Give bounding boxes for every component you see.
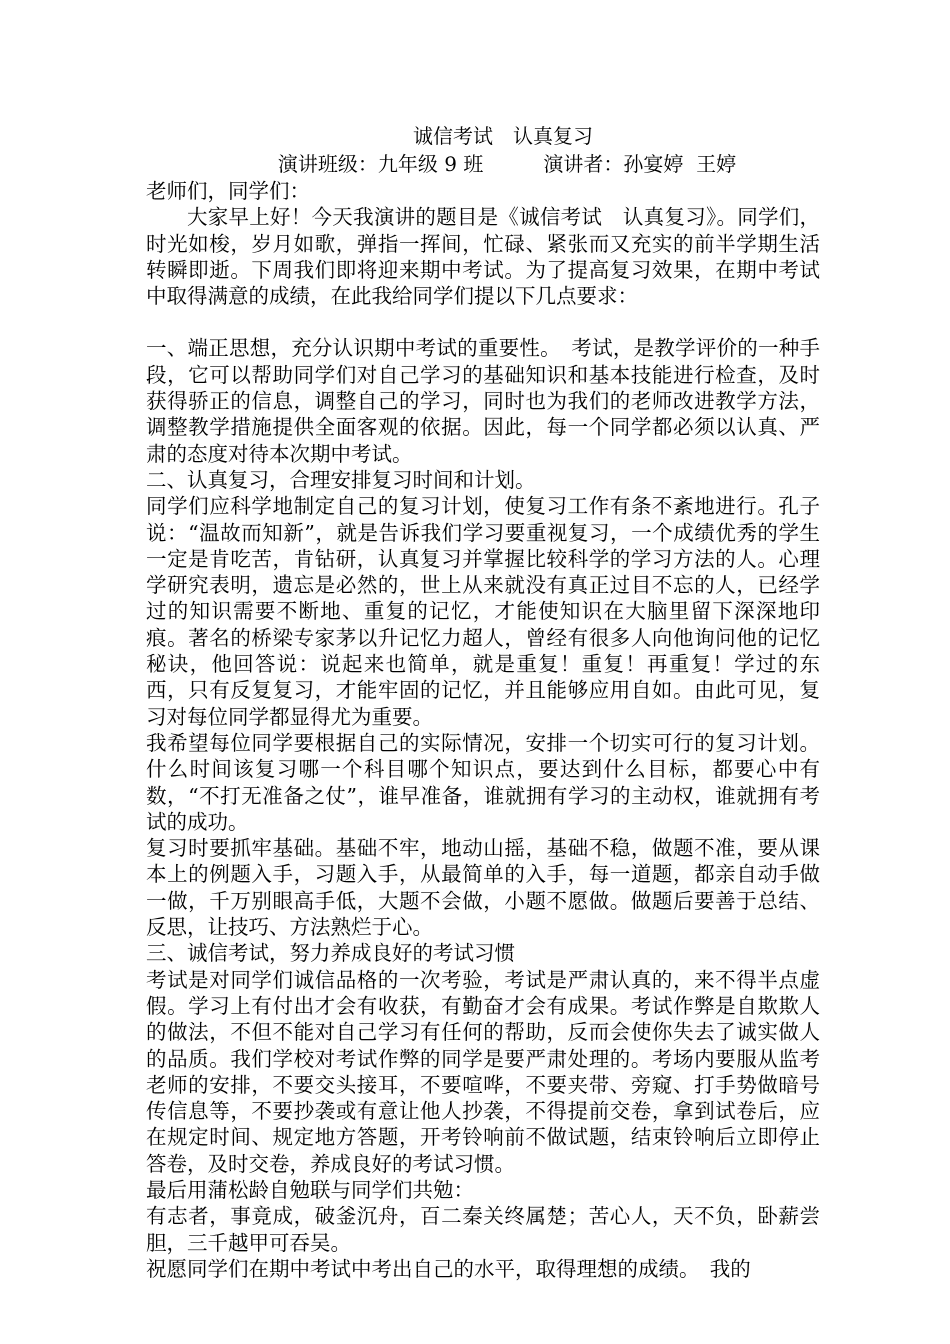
couplet: 有志者，事竟成，破釜沉舟，百二秦关终属楚；苦心人，天不负，卧薪尝胆，三千越甲可吞吴。 — [146, 1204, 820, 1255]
document-title: 诚信考试 认真复习 — [413, 124, 593, 148]
section-3-paragraph-1: 考试是对同学们诚信品格的一次考验，考试是严肃认真的，来不得半点虚假。学习上有付出才会有收获，有勤奋才会有成果。考试作弊是自欺欺人的做法，不但不能对自己学习有任何的帮助，反而会使你失去了诚实做人的品质。我们学校对考试作弊的同学是要严肃处理的。考场内要服从监考老师的安排，不要交头接耳，不要喧哗，不要夹带、旁窥、打手势做暗号传信息等，不要抄袭或有意让他人抄袭，不得提前交卷，拿到试卷后，应在规定时间、规定地方答题，开考铃响前不做试题，结束铃响后立即停止答卷，及时交卷，养成良好的考试习惯。 — [146, 967, 820, 1176]
section-2-paragraph-2: 我希望每位同学要根据自己的实际情况，安排一个切实可行的复习计划。什么时间该复习哪一个科目哪个知识点，要达到什么目标，都要心中有数，“不打无准备之仗”，谁早准备，谁就拥有学习的主动权，谁就拥有考试的成功。 — [146, 730, 820, 834]
blank-line — [146, 309, 820, 335]
section-2-paragraph-3: 复习时要抓牢基础。基础不牢，地动山摇，基础不稳，做题不准，要从课本上的例题入手，习题入手，从最简单的入手，每一道题，都亲自动手做一做，千万别眼高手低，大题不会做，小题不愿做。做题后要善于总结、反思，让技巧、方法熟烂于心。 — [146, 836, 820, 940]
section-2-heading: 二、认真复习，合理安排复习时间和计划。 — [146, 467, 536, 492]
salutation: 老师们，同学们： — [146, 179, 310, 203]
section-3-heading: 三、诚信考试，努力养成良好的考试习惯 — [146, 941, 515, 966]
opening-paragraph: 大家早上好！今天我演讲的题目是《诚信考试 认真复习》。同学们，时光如梭，岁月如歌，弹指一挥间，忙碌、紧张而又充实的前半学期生活转瞬即逝。下周我们即将迎来期中考试。为了提高复习效果，在期中考试中取得满意的成绩，在此我给同学们提以下几点要求： — [146, 205, 820, 309]
closing-paragraph: 祝愿同学们在期中考试中考出自己的水平，取得理想的成绩。 我的 — [146, 1256, 751, 1281]
section-3-paragraph-2: 最后用蒲松龄自勉联与同学们共勉： — [146, 1177, 474, 1202]
document-page — [146, 122, 820, 1282]
section-1-paragraph: 一、端正思想，充分认识期中考试的重要性。 考试，是教学评价的一种手段，它可以帮助同学们对自己学习的基础知识和基本技能进行检查，及时获得骄正的信息，调整自己的学习，同时也为我们的老师改进教学方法，调整教学措施提供全面客观的依据。因此，每一个同学都必须以认真、严肃的态度对待本次期中考试。 — [146, 336, 820, 466]
section-2-paragraph-1: 同学们应科学地制定自己的复习计划，使复习工作有条不紊地进行。孔子说：“温故而知新”，就是告诉我们学习要重视复习，一个成绩优秀的学生一定是肯吃苦，肯钻研，认真复习并掌握比较科学的学习方法的人。心理学研究表明，遗忘是必然的，世上从来就没有真正过目不忘的人，已经学过的知识需要不断地、重复的记忆，才能使知识在大脑里留下深深地印痕。著名的桥梁专家茅以升记忆力超人，曾经有很多人向他询问他的记忆秘诀，他回答说：说起来也简单，就是重复！重复！再重复！学过的东西，只有反复复习，才能牢固的记忆，并且能够应用自如。由此可见，复习对每位同学都显得尤为重要。 — [146, 494, 820, 729]
document-byline: 演讲班级：九年级 9 班 演讲者：孙宴婷 王婷 — [277, 152, 737, 176]
